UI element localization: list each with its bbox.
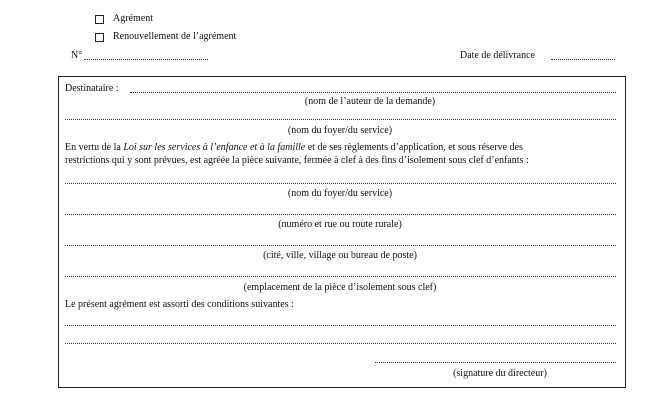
signature-field[interactable] (375, 362, 616, 363)
form-frame (58, 76, 626, 388)
renouvellement-checkbox[interactable] (95, 33, 104, 42)
foyer-field-1[interactable] (65, 119, 616, 120)
foyer-caption-2: (nom du foyer/du service) (287, 188, 393, 199)
paragraph-part2: et de ses règlements d’application, et sous réserve des (305, 142, 523, 153)
rue-field[interactable] (65, 214, 616, 215)
date-field[interactable] (551, 59, 615, 60)
agrement-checkbox[interactable] (95, 15, 104, 24)
conditions-field-2[interactable] (65, 343, 616, 344)
paragraph-part1: En vertu de la (65, 142, 124, 153)
conditions-label: Le présent agrément est assorti des conditions suivantes : (65, 299, 294, 310)
numero-field[interactable] (84, 59, 208, 60)
law-title: Loi sur les services à l’enfance et à la famille (123, 142, 306, 153)
cite-caption: (cité, ville, village ou bureau de poste) (263, 250, 417, 261)
agrement-label: Agrément (113, 13, 153, 24)
emplacement-caption: (emplacement de la pièce d’isolement sous clef) (243, 282, 437, 293)
emplacement-field[interactable] (65, 276, 616, 277)
rue-caption: (numéro et rue ou route rurale) (278, 219, 402, 230)
auteur-caption: (nom de l’auteur de la demande) (304, 96, 436, 107)
agrement-paragraph-line2: restrictions qui y sont prévues, est agréée la pièce suivante, fermée à clef à des fins d’isolement sous clef d’enfants : (65, 155, 529, 166)
destinataire-label: Destinataire : (65, 83, 119, 94)
foyer-field-2[interactable] (65, 183, 616, 184)
cite-field[interactable] (65, 245, 616, 246)
conditions-field-1[interactable] (65, 325, 616, 326)
renouvellement-label: Renouvellement de l’agrément (113, 31, 237, 42)
foyer-caption-1: (nom du foyer/du service) (287, 125, 393, 136)
destinataire-field[interactable] (130, 92, 616, 93)
signature-caption: (signature du directeur) (453, 368, 547, 379)
agrement-paragraph-line1 (65, 142, 523, 154)
numero-label: N° (71, 50, 83, 61)
date-label: Date de délivrance (460, 50, 535, 61)
